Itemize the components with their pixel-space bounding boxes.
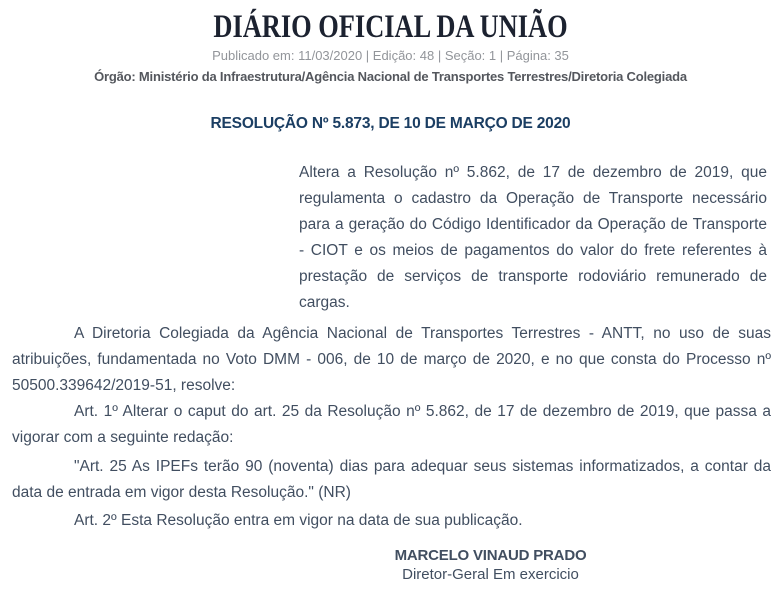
- signatory-role: Diretor-Geral Em exercicio: [402, 566, 579, 583]
- publication-meta-line: Publicado em: 11/03/2020 | Edição: 48 | Seção: 1 | Página: 35: [212, 48, 569, 63]
- organ-line: Órgão: Ministério da Infraestrutura/Agência Nacional de Transportes Terrestres/Diretoria Colegiada: [94, 69, 687, 84]
- signature-block: [100, 547, 781, 584]
- resolution-article: [0, 114, 781, 584]
- dou-masthead: [0, 0, 781, 85]
- signatory-name: MARCELO VINAUD PRADO: [394, 547, 587, 564]
- paragraph-preamble: A Diretoria Colegiada da Agência Nacional de Transportes Terrestres - ANTT, no uso de suas atribuições, fundamentada no Voto DMM - 006, de 10 de março de 2020, e no que consta do Processo nº 50500.339642/2019-51, resolve:: [12, 325, 771, 394]
- resolution-summary: Altera a Resolução nº 5.862, de 17 de dezembro de 2019, que regulamenta o cadastro da Operação de Transporte necessário para a geração do Código Identificador da Operação de Transporte - CIOT e os meios de pagamentos do valor do frete referentes à prestação de serviços de transporte rodoviário remunerado de cargas.: [299, 164, 767, 311]
- paragraph-art-1: Art. 1º Alterar o caput do art. 25 da Resolução nº 5.862, de 17 de dezembro de 2019, que passa a vigorar com a seguinte redação:: [12, 403, 771, 446]
- paragraph-art-2: Art. 2º Esta Resolução entra em vigor na data de sua publicação.: [74, 512, 523, 529]
- resolution-title: RESOLUÇÃO Nº 5.873, DE 10 DE MARÇO DE 2020: [210, 115, 571, 132]
- masthead-title: DIÁRIO OFICIAL DA UNIÃO: [213, 9, 568, 45]
- paragraph-art-25-quote: "Art. 25 As IPEFs terão 90 (noventa) dias para adequar seus sistemas informatizados, a contar da data de entrada em vigor desta Resolução." (NR): [12, 458, 771, 501]
